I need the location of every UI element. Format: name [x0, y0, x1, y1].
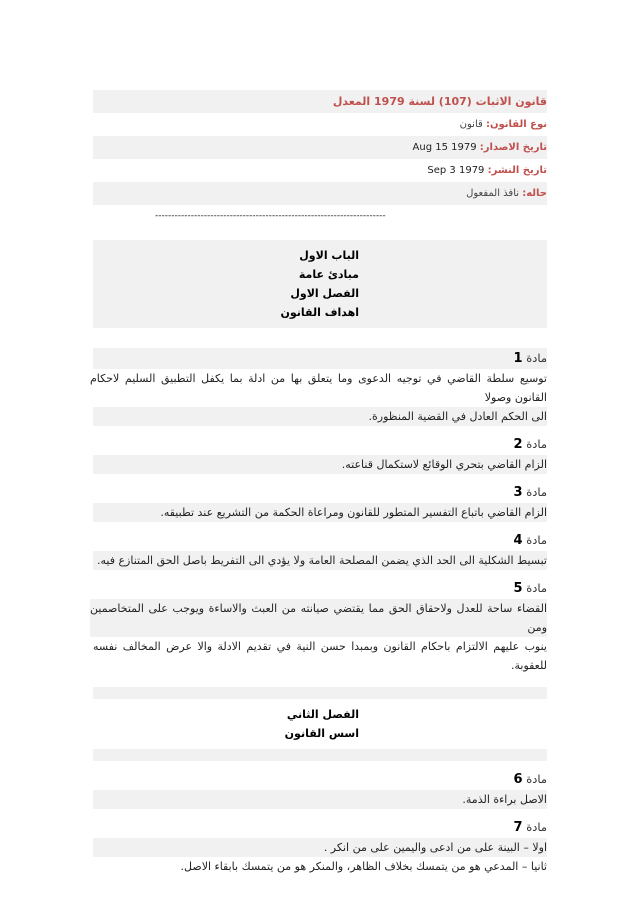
- spacer: [93, 328, 547, 340]
- article-text-line: الى الحكم العادل في القضية المنظورة.: [93, 407, 547, 426]
- subject-heading: اسس القانون: [284, 727, 359, 740]
- article-1: [90, 340, 547, 426]
- law-document: [90, 90, 547, 876]
- article-label: مادة: [526, 485, 547, 499]
- spacer: [93, 687, 547, 699]
- article-text-line: الزام القاضي باتباع التفسير المتطور للقانون ومراعاة الحكمة من التشريع عند تطبيقه.: [93, 503, 547, 522]
- section-heading: مبادئ عامة: [298, 268, 359, 281]
- meta-label: تاريخ النشر:: [487, 165, 547, 176]
- article-label: مادة: [526, 820, 547, 834]
- article-label: مادة: [526, 437, 547, 451]
- law-title: قانون الاثبات (107) لسنة 1979 المعدل: [93, 90, 547, 113]
- article-text-line: ثانيا – المدعي هو من يتمسك بخلاف الظاهر، والمنكر هو من يتمسك بابقاء الاصل.: [180, 860, 547, 873]
- article-7: [93, 809, 547, 876]
- subject-heading: اهداف القانون: [280, 306, 359, 319]
- article-label: مادة: [526, 351, 547, 365]
- article-number: [93, 817, 547, 838]
- spacer: [93, 228, 547, 240]
- article-num: 7: [513, 820, 523, 835]
- meta-label: نوع القانون:: [485, 119, 547, 130]
- article-label: مادة: [526, 772, 547, 786]
- article-num: 3: [513, 485, 523, 500]
- article-6: [93, 761, 547, 809]
- meta-status: [93, 182, 547, 205]
- article-3: [93, 474, 547, 522]
- spacer: [93, 675, 547, 687]
- meta-issue-date: [93, 136, 547, 159]
- article-text-line: القضاء ساحة للعدل ولاحقاق الحق مما يقتضي صيانته من العبث والاساءة ويوجب على المتخاصمين ومن: [90, 599, 547, 637]
- article-label: مادة: [526, 533, 547, 547]
- article-2: [93, 426, 547, 474]
- article-text-line: ينوب عليهم الالتزام باحكام القانون وبمبدا حسن النية في تقديم الادلة والا عرض المخالف نفسه للعقوبة.: [93, 640, 547, 672]
- article-4: [93, 522, 547, 570]
- part-heading: الباب الاول: [299, 249, 359, 262]
- article-text-line: اولا – البينة على من ادعى واليمين على من انكر .: [93, 838, 547, 857]
- article-label: مادة: [526, 581, 547, 595]
- article-text-line: الاصل براءة الذمة.: [93, 790, 547, 809]
- article-text-line: توسيع سلطة القاضي في توجيه الدعوى وما يتعلق بها من ادلة بما يكفل التطبيق السليم لاحكام القانون وصولا: [90, 372, 547, 404]
- meta-label: تاريخ الاصدار:: [479, 142, 547, 153]
- separator-line: -----------------------------------------------------------------------: [155, 211, 386, 221]
- meta-value: Sep 3 1979: [427, 165, 485, 176]
- part2-headings: [93, 699, 547, 749]
- article-number: [93, 482, 547, 503]
- meta-value: قانون: [459, 119, 483, 130]
- article-number: [93, 348, 547, 369]
- meta-value: نافذ المفعول: [466, 188, 520, 199]
- article-text-line: الزام القاضي بتحري الوقائع لاستكمال قناعته.: [93, 455, 547, 474]
- article-number: [93, 578, 547, 599]
- article-5: [90, 570, 547, 675]
- article-number: [93, 434, 547, 455]
- meta-value: Aug 15 1979: [412, 142, 477, 153]
- article-num: 1: [513, 351, 523, 366]
- article-num: 6: [513, 772, 523, 787]
- part1-headings: [93, 240, 547, 328]
- chapter-heading: الفصل الثاني: [286, 708, 359, 721]
- meta-publish-date: [93, 159, 547, 182]
- meta-label: حاله:: [522, 188, 547, 199]
- article-num: 2: [513, 437, 523, 452]
- spacer: [93, 749, 547, 761]
- meta-law-type: [93, 113, 547, 136]
- chapter-heading: الفصل الاول: [290, 287, 359, 300]
- article-text-line: تبسيط الشكلية الى الحد الذي يضمن المصلحة العامة ولا يؤدي الى التفريط باصل الحق المتنازع فيه.: [93, 551, 547, 570]
- article-num: 5: [513, 581, 523, 596]
- article-number: [93, 769, 547, 790]
- article-number: [93, 530, 547, 551]
- article-num: 4: [513, 533, 523, 548]
